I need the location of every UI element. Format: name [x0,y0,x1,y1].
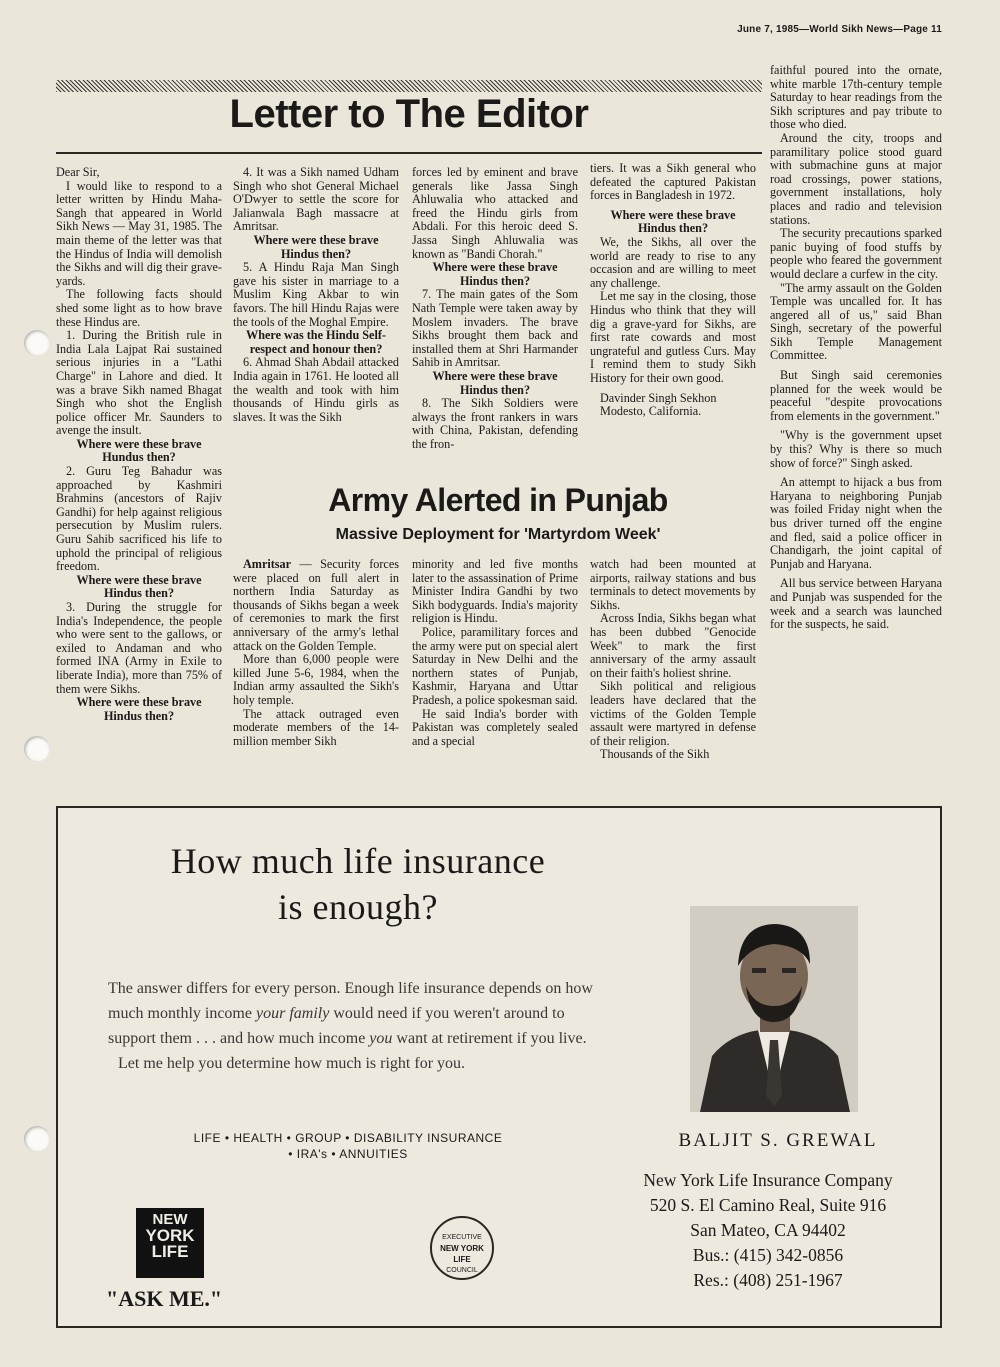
letter-paragraph: I would like to respond to a letter written by Hindu Maha-Sangh that appeared in World Sikh News — May 31, 1985. The main theme of the letter was that the Hindus of India will demolish the Sikhs and will dig their grave-yards. [56,178,222,288]
agent-address-line-1: 520 S. El Camino Real, Suite 916 [649,1195,887,1215]
letter-subhead: Where were these brave Hindus then? [76,695,202,723]
army-paragraph: Across India, Sikhs began what has been dubbed "Genocide Week" to mark the first anniversary of the army assault on their faith's holiest shrine. [590,611,756,680]
letter-paragraph: forces led by eminent and brave generals like Jassa Singh Ahluwalia who attacked and freed the Hindu girls from Abdali. For this heroic deed S. Jassa Singh Ahluwalia was known as "Bandi Chorah." [412,165,578,261]
letter-subhead: Where were these brave Hindus then? [432,260,558,288]
letter-paragraph: Let me say in the closing, those Hindus who think that they will dig a grave-yard for Sikhs, are first rate cowards and most ungrateful and gutless Curs. May I remind them to study Sikh History for their own good. [590,289,756,385]
letter-paragraph: We, the Sikhs, all over the world are ready to rise to any occasion and are willing to meet any challenge. [590,234,756,290]
binder-hole-bottom [24,1126,50,1152]
letter-signature-place: Modesto, California. [600,404,702,419]
letter-subhead: Where were these brave Hindus then? [253,232,379,261]
army-paragraph: The attack outraged even moderate members of the 14-million member Sikh [233,706,399,748]
letter-subhead: Where were these brave Hindus then? [76,572,202,601]
letter-column-2 [233,166,399,424]
agent-name: BALJIT S. GREWAL [678,1130,878,1151]
letter-subhead: Where were these brave Hindus then? [610,207,736,236]
army-dateline: Amritsar [243,557,292,571]
letter-paragraph: 5. A Hindu Raja Man Singh gave his sister in marriage to a Muslim King Akbar to win favors. The hill Hindu Rajas were the tools of the Moghal Empire. [233,260,399,329]
letter-title: Letter to The Editor [229,92,589,136]
army-paragraph: He said India's border with Pakistan was completely sealed and a special [412,706,578,748]
ad-call-to-action: Let me help you determine how much is right for you. [118,1055,466,1072]
agent-company: New York Life Insurance Company [643,1170,893,1190]
army-column-1 [233,558,399,748]
agent-portrait-icon [690,906,858,1112]
army-paragraph: More than 6,000 people were killed June 5-6, 1984, when the Indian army assaulted the Sikh's holy temple. [233,652,399,707]
army-column-2 [412,558,578,748]
executive-council-seal: EXECUTIVE NEW YORK LIFE COUNCIL [430,1216,494,1280]
letter-paragraph: 8. The Sikh Soldiers were always the front rankers in wars with China, Pakistan, defending the fron- [412,396,578,451]
letter-paragraph: 2. Guru Teg Bahadur was approached by Kashmiri Brahmins (ancestors of Rajiv Gandhi) for help against religious persecution by Muslim rulers. Guru Sahib sacrificed his life to uphold the principal of religious freedom. [56,464,222,574]
army-headline: Army Alerted in Punjab [328,482,668,518]
story-paragraph: faithful poured into the ornate, white marble 17th-century temple Saturday to hear readings from the Sikh scriptures and pay tribute to those who died. [770,63,942,132]
ad-body-text: The answer differs for every person. Enough life insurance depends on how much monthly income your family would need if you weren't around to support them . . . and how much income you want at retirement if you live. Let me help you determine how much is right for you. [108,980,593,1072]
letter-column-3 [412,166,578,451]
story-paragraph: "Why is the government upset by this? Why is there so much show of force?" Singh asked. [770,428,942,470]
army-subheadline: Massive Deployment for 'Martyrdom Week' [335,526,661,543]
story-paragraph: "The army assault on the Golden Temple was uncalled for. It has angered all of us," said Bhan Singh, secretary of the powerful Sikh Temple Management Committee. [770,280,942,363]
army-paragraph: Police, paramilitary forces and the army were put on special alert Saturday in New Delhi and the northern states of Punjab, Kashmir, Haryana and Uttar Pradesh, a police spokesman said. [412,624,578,707]
army-paragraph: Thousands of the Sikh [600,747,710,762]
story-paragraph: All bus service between Haryana and Punjab was suspended for the week and a search was launched for the suspects, he said. [770,576,942,632]
letter-column-4 [590,162,756,419]
letter-column-1 [56,166,222,723]
agent-residence-phone: Res.: (408) 251-1967 [693,1270,843,1290]
army-paragraph: — Security forces were placed on full alert in northern India Saturday as thousands of Sikhs began a week of ceremonies to mark the first anniversary of the army's lethal attack on the Golden Temple. [233,557,399,653]
binder-hole-middle [24,736,50,762]
agent-business-phone: Bus.: (415) 342-0856 [692,1245,844,1265]
letter-paragraph: 1. During the British rule in India Lala Lajpat Rai sustained serious injuries in a "Lathi Charge" in Lahore and died. It was a brave Sikh named Bhagat Singh who shot the English police officer Mr. Saunders to avenge the insult. [56,328,222,438]
binder-hole-top [24,330,50,356]
letter-paragraph: The following facts should shed some light as to how brave these Hindus are. [56,287,222,329]
army-paragraph: Sikh political and religious leaders have declared that the victims of the Golden Temple assault were martyred in defense of their religion. [590,679,756,748]
letter-subhead: Where was the Hindu Self-respect and honour then? [246,328,386,356]
letter-signature-name: Davinder Singh Sekhon [600,390,717,405]
story-paragraph: But Singh said ceremonies planned for the week would be peaceful "despite provocations from elements in the government." [770,368,942,423]
ad-headline-line-2: is enough? [278,887,438,927]
story-paragraph: Around the city, troops and paramilitary police stood guard with submachine guns at major road crossings, power stations, government installations, holy places and radio and television stations. [770,130,942,227]
letter-subhead: Where were these brave Hundus then? [76,436,202,465]
ad-slogan: "ASK ME." [106,1286,223,1311]
ad-headline [98,838,618,930]
letter-paragraph: 6. Ahmad Shah Abdail attacked India again in 1761. He looted all the wealth and took with him thousands of Hindu girls as slaves. It was the Sikh [233,355,399,424]
insurance-advertisement [56,806,942,1328]
page-header: June 7, 1985—World Sikh News—Page 11 [737,24,942,35]
agent-photo [690,906,858,1112]
hatched-rule [56,80,762,92]
letter-subhead: Where were these brave Hindus then? [432,368,558,397]
agent-address-line-2: San Mateo, CA 94402 [690,1220,846,1240]
ad-products: LIFE • HEALTH • GROUP • DISABILITY INSURANCE • IRA's • ANNUITIES [193,1131,503,1161]
story-continuation-column [770,64,942,632]
story-paragraph: The security precautions sparked panic buying of food stuffs by people who feared the government would declare a curfew in the city. [770,226,942,281]
new-york-life-logo: NEW YORK LIFE [136,1208,204,1278]
letter-paragraph: 4. It was a Sikh named Udham Singh who shot General Michael O'Dwyer to settle the score for Jalianwala Bagh massacre at Amritsar. [233,165,399,234]
letter-paragraph: 7. The main gates of the Som Nath Temple were taken away by Moslem invaders. The brave Sikhs brought them back and installed them at Shri Harmander Sahib in Amritsar. [412,287,578,370]
army-paragraph: watch had been mounted at airports, railway stations and bus terminals to detect movements by Sikhs. [590,557,756,612]
army-column-3 [590,558,756,762]
agent-address-block [598,1168,938,1293]
army-paragraph: minority and led five months later to the assassination of Prime Minister Indira Gandhi by two Sikh bodyguards. India's majority religion is Hindu. [412,557,578,626]
letter-paragraph: 3. During the struggle for India's Independence, the people who were sent to the gallows, or exiled to Andaman and who formed INA (Army in Exile to liberate India), more than 75% of them were Sikhs. [56,600,222,696]
ad-headline-line-1: How much life insurance [170,841,546,881]
letter-paragraph: tiers. It was a Sikh general who defeated the captured Pakistan forces in Bangladesh in 1972. [590,161,756,203]
title-rule [56,152,762,154]
story-paragraph: An attempt to hijack a bus from Haryana to neighboring Punjab was foiled Friday night when the bus driver turned off the engine and fled, said a police officer in Chandigarh, the joint capital of Punjab and Haryana. [770,475,942,571]
letter-salutation: Dear Sir, [56,165,100,179]
